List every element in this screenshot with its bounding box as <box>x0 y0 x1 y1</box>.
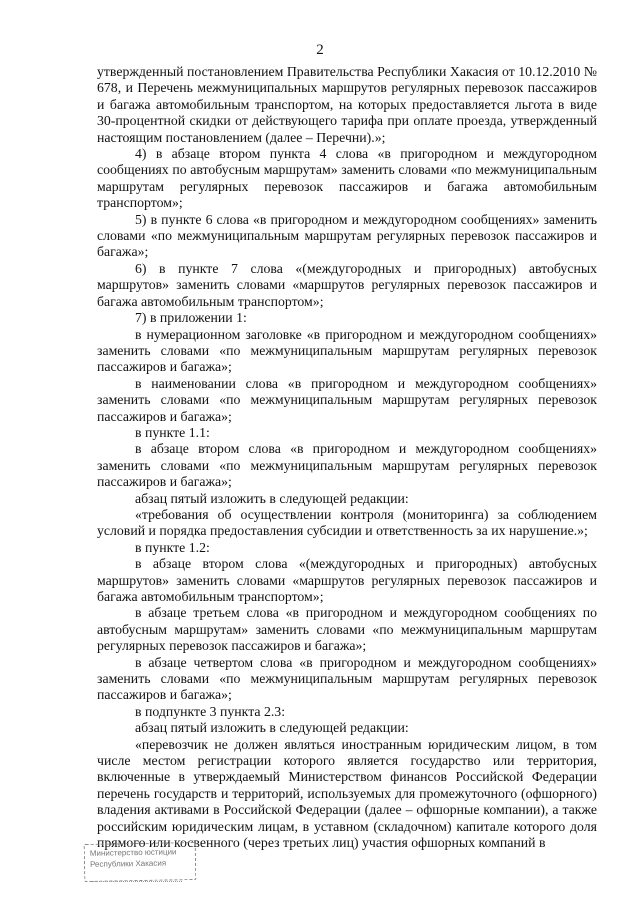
registration-stamp <box>84 842 197 882</box>
paragraph-8: в пункте 1.1: <box>135 424 210 440</box>
paragraph-3: 5) в пункте 6 слова «в пригородном и междугородном сообщениях» заменить словами «по межмуниципальным маршрутам регулярных перевозок пассажиров и багажа»; <box>97 211 597 260</box>
paragraph-7: в наименовании слова «в пригородном и междугородном сообщениях» заменить словами «по межмуниципальным маршрутам регулярных перевозок пассажиров и багажа»; <box>97 375 597 424</box>
paragraph-9: в абзаце втором слова «в пригородном и междугородном сообщениях» заменить словами «по межмуниципальным маршрутам регулярных перевозок пассажиров и багажа»; <box>97 441 597 490</box>
paragraph-16: в подпункте 3 пункта 2.3: <box>135 703 286 719</box>
stamp-line-1: Министерство юстиции <box>89 847 177 858</box>
paragraph-17: абзац пятый изложить в следующей редакции: <box>135 720 409 736</box>
paragraph-12: в пункте 1.2: <box>135 539 210 555</box>
paragraph-2: 4) в абзаце втором пункта 4 слова «в пригородном и междугородном сообщениях по автобусным маршрутам» заменить словами «по межмуниципальным маршрутам регулярных перевозок пассажиров и багажа автомобильным транспортом»; <box>97 146 597 211</box>
paragraph-18: «перевозчик не должен являться иностранным юридическим лицом, в том числе местом регистрации которого является государство или территория, включенные в утверждаемый Министерством финансов Российской Федерации перечень государств и территорий, используемых для промежуточного (офшорного) владения активами в Российской Федерации (далее – офшорные компании), а также российским юридическим лицам, в уставном (складочном) капитале которого доля прямого или косвенного (через третьих лиц) участия офшорных компаний в <box>97 736 597 851</box>
document-body <box>97 64 597 852</box>
paragraph-6: в нумерационном заголовке «в пригородном и междугородном сообщениях» заменить словами «по межмуниципальным маршрутам регулярных перевозок пассажиров и багажа»; <box>97 326 597 375</box>
paragraph-10: абзац пятый изложить в следующей редакции: <box>135 490 409 506</box>
paragraph-5: 7) в приложении 1: <box>135 310 247 326</box>
paragraph-14: в абзаце третьем слова «в пригородном и междугородном сообщениях по автобусным маршрутам» заменить словами «по межмуниципальным маршрутам регулярных перевозок пассажиров и багажа»; <box>97 605 597 654</box>
paragraph-1: утвержденный постановлением Правительства Республики Хакасия от 10.12.2010 № 678, и Перечень межмуниципальных маршрутов регулярных перевозок пассажиров и багажа автомобильным транспортом, на которых предоставляется льгота в виде 30-процентной скидки от действующего тарифа при оплате проезда, утвержденный настоящим постановлением (далее – Перечни).»; <box>97 64 597 145</box>
stamp-underline <box>92 881 182 883</box>
paragraph-4: 6) в пункте 7 слова «(междугородных и пригородных) автобусных маршрутов» заменить словами «маршрутов регулярных перевозок пассажиров и багажа автомобильным транспортом»; <box>97 260 597 309</box>
page-number: 2 <box>316 42 324 58</box>
paragraph-15: в абзаце четвертом слова «в пригородном и междугородном сообщениях» заменить словами «по межмуниципальным маршрутам регулярных перевозок пассажиров и багажа»; <box>97 654 597 703</box>
stamp-line-2: Республики Хакасия <box>89 858 167 869</box>
paragraph-11: «требования об осуществлении контроля (мониторинга) за соблюдением условий и порядка предоставления субсидии и ответственность за их нарушение.»; <box>97 506 597 539</box>
paragraph-13: в абзаце втором слова «(междугородных и пригородных) автобусных маршрутов» заменить словами «маршрутов регулярных перевозок пассажиров и багажа автомобильным транспортом»; <box>97 556 597 604</box>
